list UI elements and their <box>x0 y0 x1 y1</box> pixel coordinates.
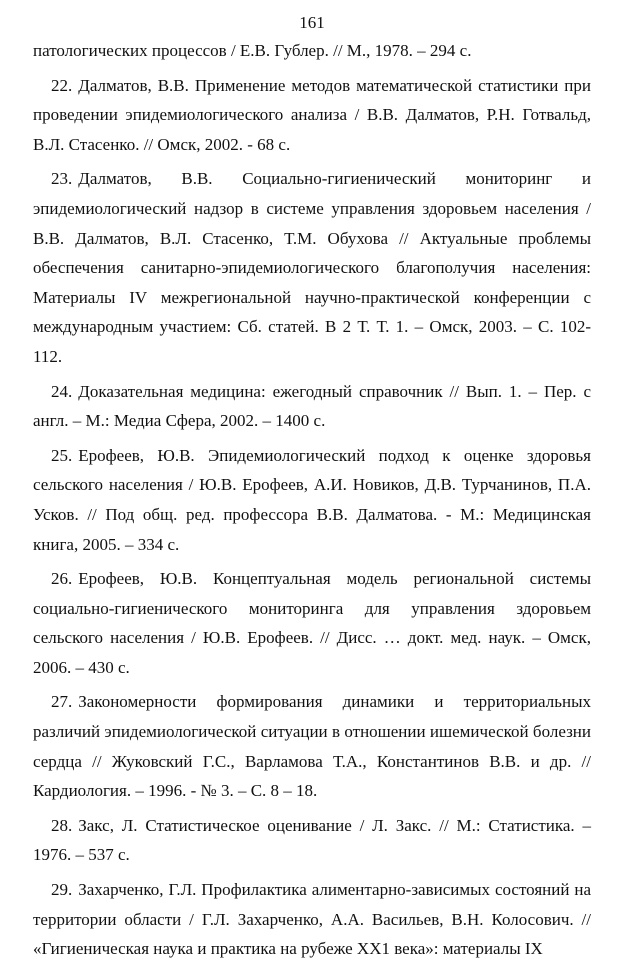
reference-entry <box>33 682 591 805</box>
reference-text: Далматов, В.В. Применение методов математической статистики при проведении эпидемиологического анализа / В.В. Далматов, Р.Н. Готвальд, В.Л. Стасенко. // Омск, 2002. - 68 с. <box>33 75 591 154</box>
reference-number: 28. <box>51 815 73 835</box>
reference-entry <box>33 559 591 682</box>
reference-number: 25. <box>51 445 73 465</box>
reference-entry <box>33 159 591 371</box>
reference-list <box>33 36 591 964</box>
reference-entry <box>33 36 591 66</box>
reference-number: 26. <box>51 569 73 589</box>
reference-number: 23. <box>51 169 73 189</box>
reference-text: Доказательная медицина: ежегодный справочник // Вып. 1. – Пер. с англ. – М.: Медиа Сфера, 2002. – 1400 с. <box>33 381 591 431</box>
reference-entry <box>33 372 591 436</box>
reference-number: 29. <box>51 880 73 900</box>
reference-text: патологических процессов / Е.В. Гублер. // М., 1978. – 294 с. <box>33 41 472 60</box>
reference-entry <box>33 436 591 559</box>
reference-text: Ерофеев, Ю.В. Эпидемиологический подход к оценке здоровья сельского населения / Ю.В. Ерофеев, А.И. Новиков, Д.В. Турчанинов, П.А. Усков. // Под общ. ред. профессора В.В. Далматова. - М.: Медицинская книга, 2005. – 334 с. <box>33 445 591 554</box>
reference-entry <box>33 66 591 160</box>
reference-text: Закс, Л. Статистическое оценивание / Л. Закс. // М.: Статистика. – 1976. – 537 с. <box>33 815 591 865</box>
reference-text: Ерофеев, Ю.В. Концептуальная модель региональной системы социально-гигиенического мониторинга для управления здоровьем сельского населения / Ю.В. Ерофеев. // Дисс. … докт. мед. наук. – Омск, 2006. – 430 с. <box>33 569 591 677</box>
reference-number: 22. <box>51 75 73 95</box>
reference-text: Закономерности формирования динамики и территориальных различий эпидемиологической ситуации в отношении ишемической болезни сердца // Жуковский Г.С., Варламова Т.А., Константинов В.В. и др. // Кардиология. – 1996. - № 3. – С. 8 – 18. <box>33 692 591 801</box>
reference-entry <box>33 870 591 964</box>
reference-number: 24. <box>51 381 73 401</box>
page-number: 161 <box>299 13 325 32</box>
reference-text: Захарченко, Г.Л. Профилактика алиментарно-зависимых состояний на территории области / Г.Л. Захарченко, А.А. Васильев, В.Н. Колосович. // «Гигиеническая наука и практика на рубеже XX1 века»: материалы IX <box>33 880 591 959</box>
reference-number: 27. <box>51 692 73 712</box>
reference-text: Далматов, В.В. Социально-гигиенический мониторинг и эпидемиологический надзор в системе управления здоровьем населения / В.В. Далматов, В.Л. Стасенко, Т.М. Обухова // Актуальные проблемы обеспечения санитарно-эпидемиологического благополучия населения: Материалы IV межрегиональной научно-практической конференции с международным участием: Сб. статей. В 2 Т. Т. 1. – Омск, 2003. – С. 102-112. <box>33 169 591 366</box>
reference-entry <box>33 806 591 870</box>
